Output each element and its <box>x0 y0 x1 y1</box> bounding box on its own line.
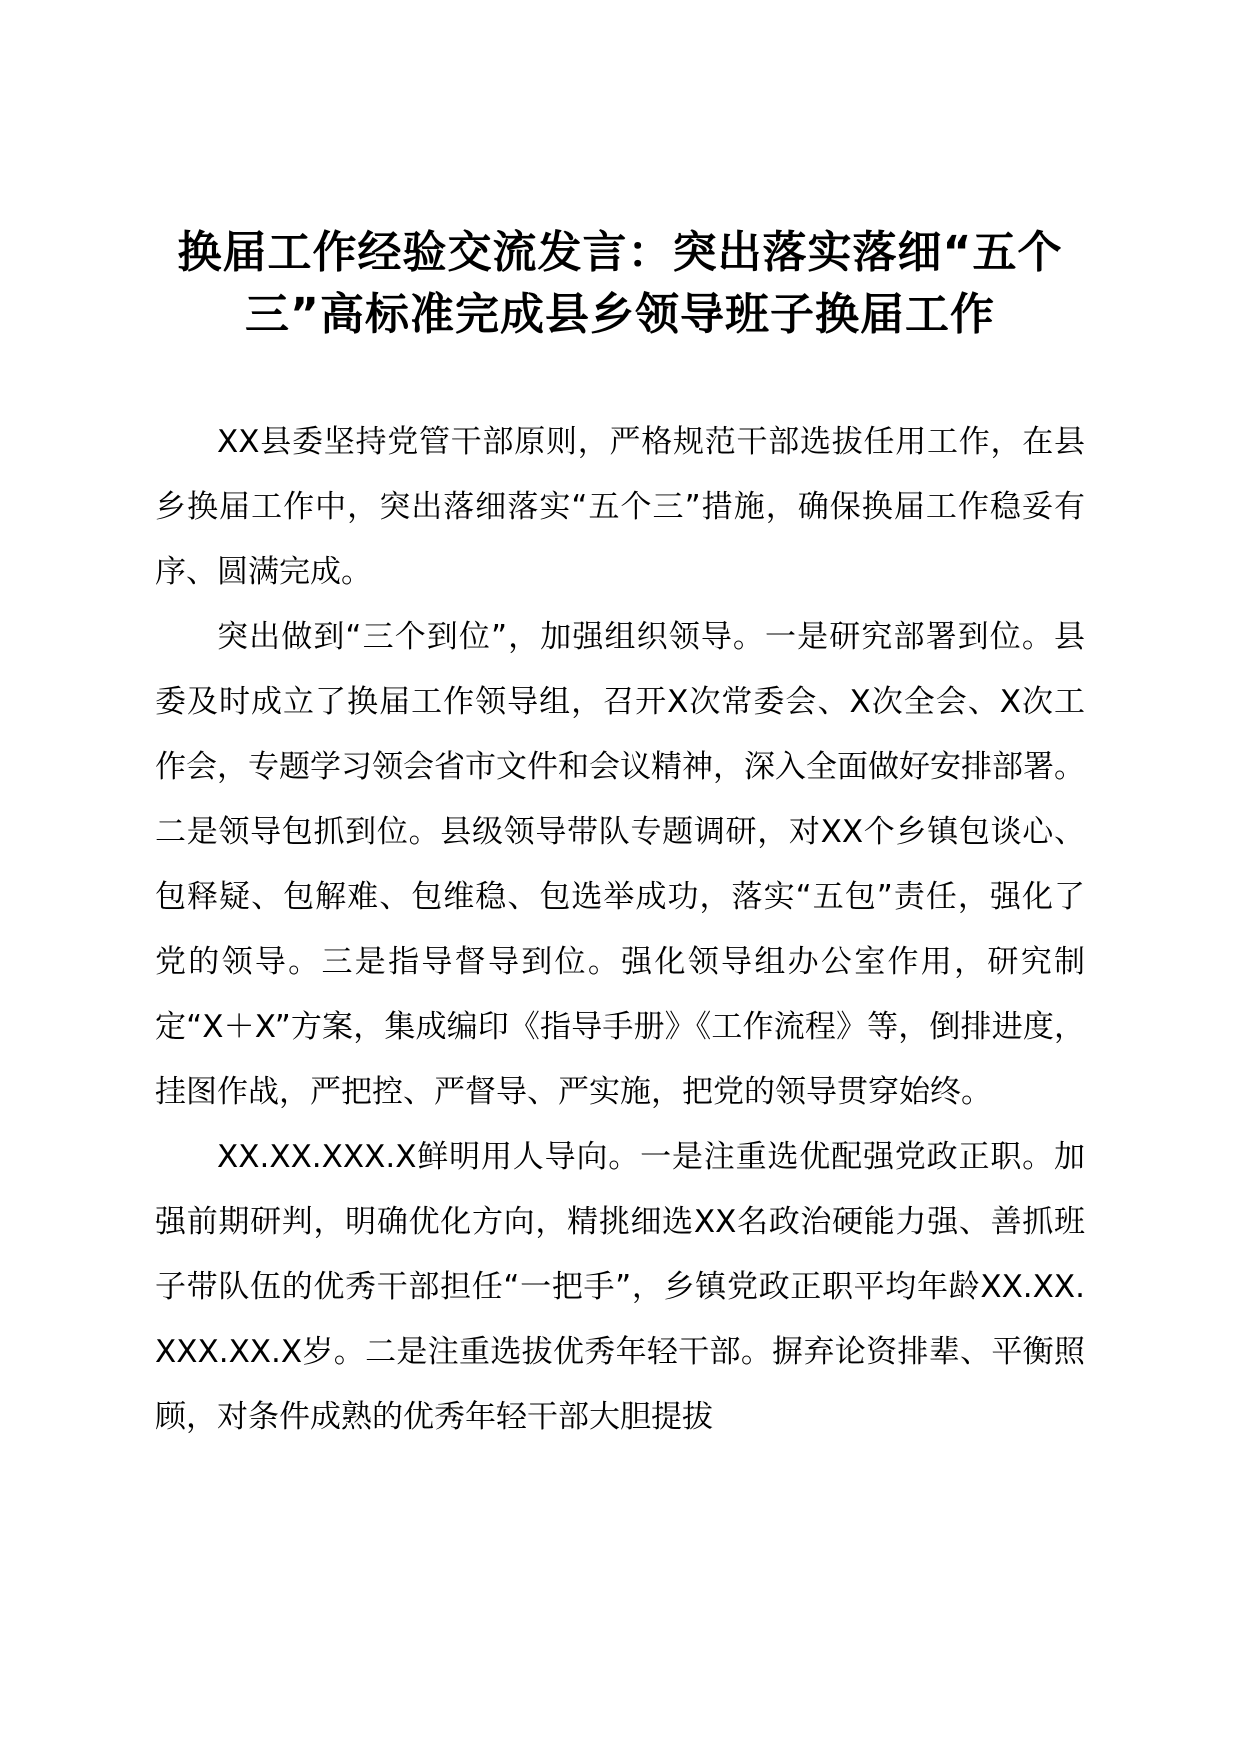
paragraph-intro: XX县委坚持党管干部原则，严格规范干部选拔任用工作，在县乡换届工作中，突出落细落实“五个三”措施，确保换届工作稳妥有序、圆满完成。 <box>155 424 1085 590</box>
paragraph-three-in-place: 突出做到“三个到位”，加强组织领导。一是研究部署到位。县委及时成立了换届工作领导组，召开X次常委会、X次全会、X次工作会，专题学习领会省市文件和会议精神，深入全面做好安排部署。二是领导包抓到位。县级领导带队专题调研，对XX个乡镇包谈心、包释疑、包解难、包维稳、包选举成功，落实“五包”责任，强化了党的领导。三是指导督导到位。强化领导组办公室作用，研究制定“X＋X”方案，集成编印《指导手册》《工作流程》等，倒排进度，挂图作战，严把控、严督导、严实施，把党的领导贯穿始终。 <box>155 619 1085 1110</box>
document-body <box>155 410 1085 1450</box>
document-title: 换届工作经验交流发言：突出落实落细“五个三”高标准完成县乡领导班子换届工作 <box>177 227 1063 340</box>
paragraph-employment-orientation: XX.XX.XXX.X鲜明用人导向。一是注重选优配强党政正职。加强前期研判，明确优化方向，精挑细选XX名政治硬能力强、善抓班子带队伍的优秀干部担任“一把手”，乡镇党政正职平均年龄XX.XX.XXX.XX.X岁。二是注重选拔优秀年轻干部。摒弃论资排辈、平衡照顾，对条件成熟的优秀年轻干部大胆提拔 <box>155 1139 1085 1435</box>
